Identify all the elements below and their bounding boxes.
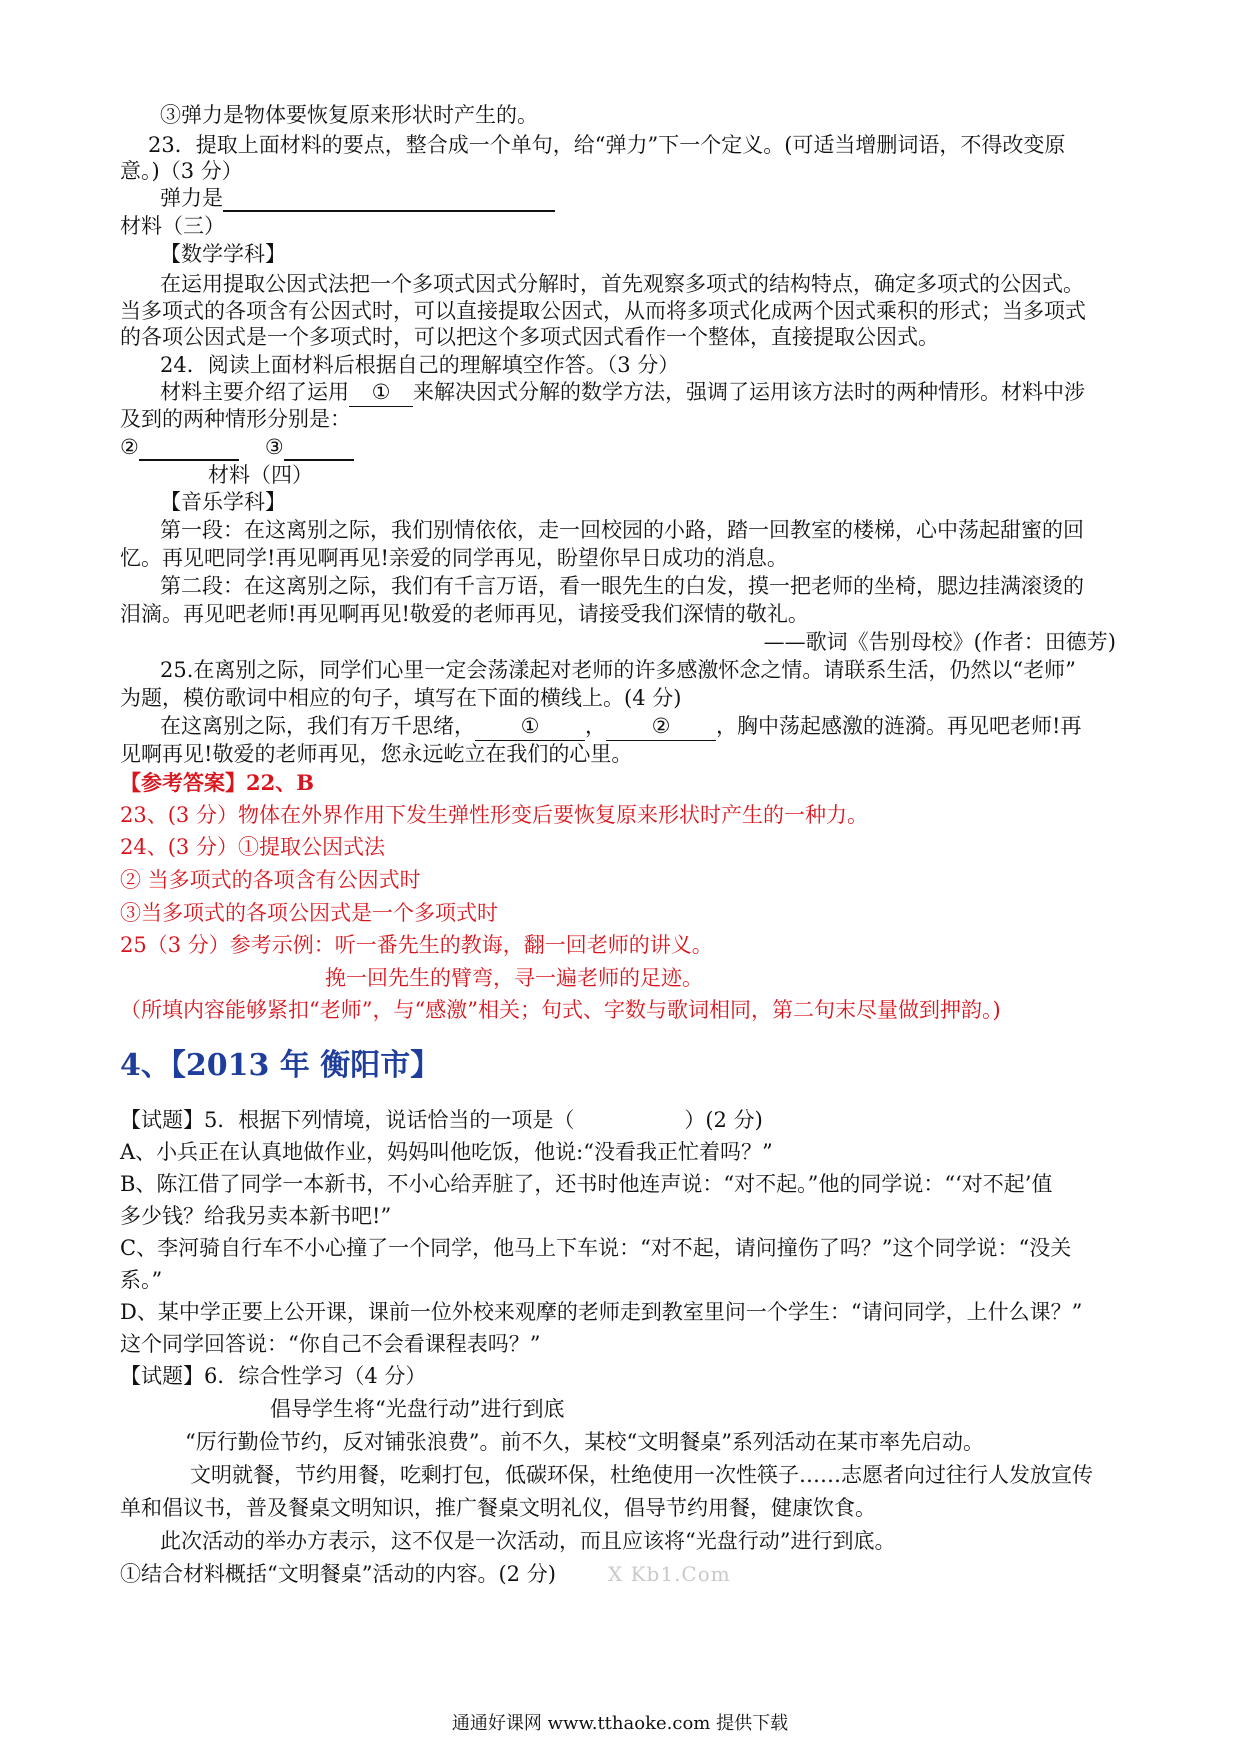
blank-2[interactable]: ②	[606, 712, 716, 741]
text-line: “厉行勤俭节约，反对铺张浪费”。前不久，某校“文明餐桌”系列活动在某市率先启动。	[185, 1430, 984, 1454]
section-title: 4、【2013 年 衡阳市】	[120, 1048, 441, 1083]
question-23: 23．提取上面材料的要点，整合成一个单句，给“弹力”下一个定义。(可适当增删词语，不得改变原	[148, 133, 1066, 157]
fill-line-24b	[120, 433, 1130, 461]
answer-22: 22、B	[246, 770, 314, 795]
answer-line-23	[160, 184, 1170, 212]
text-line: 文明就餐，节约用餐，吃剩打包，低碳环保，杜绝使用一次性筷子……志愿者向过往行人发放宣传	[190, 1463, 1093, 1487]
answer-24-3: ③当多项式的各项公因式是一个多项式时	[120, 901, 498, 925]
text-line: 泪滴。再见吧老师!再见啊再见!敬爱的老师再见，请接受我们深情的敬礼。	[120, 602, 809, 626]
text-line: 单和倡议书，普及餐桌文明知识，推广餐桌文明礼仪，倡导节约用餐，健康饮食。	[120, 1496, 876, 1520]
answer-24: 24、(3 分）①提取公因式法	[120, 835, 385, 859]
footer: 通通好课网 www.tthaoke.com 提供下载	[451, 1713, 789, 1734]
watermark: X Kb1.Com	[608, 1562, 731, 1586]
blank-1[interactable]: ①	[349, 378, 413, 407]
blank-3[interactable]	[284, 437, 354, 461]
text-line: 见啊再见!敬爱的老师再见，您永远屹立在我们的心里。	[120, 742, 633, 766]
option-c: C、李河骑自行车不小心撞了一个同学，他马上下车说：“对不起，请问撞伤了吗？”这个同学说：“没关	[120, 1236, 1072, 1260]
answer-tag: 【参考答案】	[120, 770, 246, 795]
text-line: 及到的两种情形分别是：	[120, 407, 351, 431]
fill-prefix: 材料主要介绍了运用	[160, 380, 349, 404]
option-c-cont: 系。”	[120, 1268, 163, 1292]
question-6: 【试题】6．综合性学习（4 分）	[120, 1364, 427, 1388]
text-line: ③弹力是物体要恢复原来形状时产生的。	[160, 103, 538, 127]
question-text: 【试题】5．根据下列情境，说话恰当的一项是（	[120, 1108, 575, 1132]
question-25: 25.在离别之际，同学们心里一定会荡漾起对老师的许多感激怀念之情。请联系生活，仍然以“老师”	[160, 658, 1076, 682]
material-title: 倡导学生将“光盘行动”进行到底	[270, 1397, 565, 1421]
lyrics-citation: ——歌词《告别母校》(作者：田德芳)	[763, 630, 1116, 654]
text-line: 第二段：在这离别之际，我们有千言万语，看一眼先生的白发，摸一把老师的坐椅，腮边挂满滚烫的	[160, 574, 1084, 598]
fill-line-25	[160, 712, 1170, 741]
fill-suffix: 来解决因式分解的数学方法，强调了运用该方法时的两种情形。材料中涉	[413, 380, 1085, 404]
blank-2-label: ②	[120, 435, 139, 459]
option-b-cont: 多少钱？给我另卖本新书吧!”	[120, 1204, 392, 1228]
text-line: 当多项式的各项含有公因式时，可以直接提取公因式，从而将多项式化成两个因式乘积的形式；当多项式	[120, 299, 1086, 323]
answer-25: 25（3 分）参考示例：听一番先生的教诲，翻一回老师的讲义。	[120, 933, 713, 957]
blank-1[interactable]: ①	[475, 712, 585, 741]
answer-heading	[120, 769, 1130, 797]
section-heading: 材料（三）	[120, 214, 225, 238]
text-line: 意。)（3 分）	[120, 159, 243, 183]
question-6-1: ①结合材料概括“文明餐桌”活动的内容。(2 分)	[120, 1562, 556, 1586]
text-line: 此次活动的举办方表示，这不仅是一次活动，而且应该将“光盘行动”进行到底。	[160, 1529, 896, 1553]
fill-comma: ，	[585, 714, 606, 738]
option-b: B、陈江借了同学一本新书，不小心给弄脏了，还书时他连声说：“对不起。”他的同学说：“‘对不起’值	[120, 1172, 1053, 1196]
question-score: ）(2 分)	[684, 1108, 763, 1132]
text-line: 在运用提取公因式法把一个多项式因式分解时，首先观察多项式的结构特点，确定多项式的公因式。	[160, 272, 1084, 296]
option-a: A、小兵正在认真地做作业，妈妈叫他吃饭，他说:“没看我正忙着吗？”	[120, 1140, 773, 1164]
text-line: 的各项公因式是一个多项式时，可以把这个多项式因式看作一个整体，直接提取公因式。	[120, 325, 939, 349]
answer-note: （所填内容能够紧扣“老师”，与“感激”相关；句式、字数与歌词相同，第二句末尽量做到押韵。)	[120, 998, 1001, 1022]
subject-heading: 【音乐学科】	[160, 490, 286, 514]
option-d: D、某中学正要上公开课，课前一位外校来观摩的老师走到教室里问一个学生：“请问同学，上什么课？”	[120, 1300, 1083, 1324]
option-d-cont: 这个同学回答说：“你自己不会看课程表吗？”	[120, 1332, 541, 1356]
fill-prefix: 在这离别之际，我们有万千思绪，	[160, 714, 475, 738]
answer-prefix: 弹力是	[160, 186, 223, 210]
answer-25-line2: 挽一回先生的臂弯，寻一遍老师的足迹。	[325, 966, 703, 990]
answer-24-2: ② 当多项式的各项含有公因式时	[120, 868, 421, 892]
text-line: 为题，模仿歌词中相应的句子，填写在下面的横线上。(4 分)	[120, 686, 682, 710]
question-24: 24．阅读上面材料后根据自己的理解填空作答。（3 分）	[160, 353, 680, 377]
blank-2[interactable]	[139, 437, 239, 461]
question-5	[120, 1106, 1130, 1134]
fill-suffix: ，胸中荡起感激的涟漪。再见吧老师!再	[716, 714, 1082, 738]
answer-23: 23、(3 分）物体在外界作用下发生弹性形变后要恢复原来形状时产生的一种力。	[120, 803, 868, 827]
text-line: 忆。再见吧同学!再见啊再见!亲爱的同学再见，盼望你早日成功的消息。	[120, 546, 788, 570]
fill-line-24	[160, 378, 1170, 407]
text-line: 第一段：在这离别之际，我们别情依依，走一回校园的小路，踏一回教室的楼梯，心中荡起甜蜜的回	[160, 518, 1084, 542]
blank-3-label: ③	[264, 435, 284, 459]
answer-blank[interactable]	[223, 188, 555, 212]
section-heading: 材料（四）	[208, 463, 313, 487]
subject-heading: 【数学学科】	[160, 242, 286, 266]
